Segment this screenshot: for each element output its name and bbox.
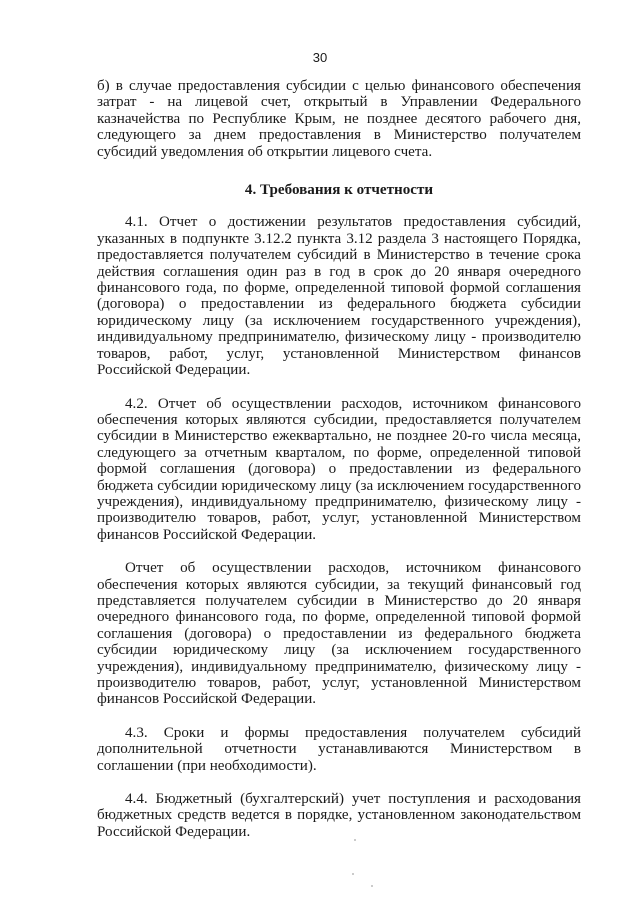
paragraph-3-b: б) в случае предоставления субсидии с целью финансового обеспечения затрат - на лицевой счет, открытый в Управлении Федерального казначейства по Республике Крым, не позднее десятого рабочего дня, следующего за днем предоставления в Министерство получателем субсидий уведомления об открытии лицевого счета. xyxy=(97,78,581,160)
scan-artifact xyxy=(354,839,356,841)
document-body xyxy=(97,78,581,840)
paragraph-4-2-annual: Отчет об осуществлении расходов, источником финансового обеспечения которых являются субсидии, за текущий финансовый год представляется получателем субсидии в Министерство до 20 января очередного финансового года, по форме, определенной типовой формой соглашения (договора) о предоставлении из федерального бюджета субсидии юридическому лицу (за исключением государственного учреждения), индивидуальному предпринимателю, физическому лицу - производителю товаров, работ, услуг, установленной Министерством финансов Российской Федерации. xyxy=(97,560,581,708)
paragraph-4-3: 4.3. Сроки и формы предоставления получателем субсидий дополнительной отчетности устанавливаются Министерством в соглашении (при необходимости). xyxy=(97,724,581,774)
section-heading: 4. Требования к отчетности xyxy=(244,182,434,199)
paragraph-4-4: 4.4. Бюджетный (бухгалтерский) учет поступления и расходования бюджетных средств ведется в порядке, установленном законодательством Российской Федерации. xyxy=(97,791,581,840)
paragraph-4-2: 4.2. Отчет об осуществлении расходов, источником финансового обеспечения которых являются субсидии, предоставляется получателем субсидии в Министерство ежеквартально, не позднее 20-го числа месяца, следующего за отчетным кварталом, по форме, определенной типовой формой соглашения (договора) о предоставлении из федерального бюджета субсидии юридическому лицу (за исключением государственного учреждения), индивидуальному предпринимателю, физическому лицу - производителю товаров, работ, услуг, установленной Министерством финансов Российской Федерации. xyxy=(97,395,581,543)
scan-artifact xyxy=(352,873,354,875)
paragraph-4-1: 4.1. Отчет о достижении результатов предоставления субсидий, указанных в подпункте 3.12.2 пункта 3.12 раздела 3 настоящего Порядка, предоставляется получателем субсидий в Министерство в течение срока действия соглашения один раз в год в срок до 20 января очередного финансового года, по форме, определенной типовой формой соглашения (договора) о предоставлении из федерального бюджета субсидии юридическому лицу (за исключением государственного учреждения), индивидуальному предпринимателю, физическому лицу - производителю товаров, работ, услуг, установленной Министерством финансов Российской Федерации. xyxy=(97,214,581,379)
page-number: 30 xyxy=(312,50,328,65)
scan-artifact xyxy=(371,885,373,887)
